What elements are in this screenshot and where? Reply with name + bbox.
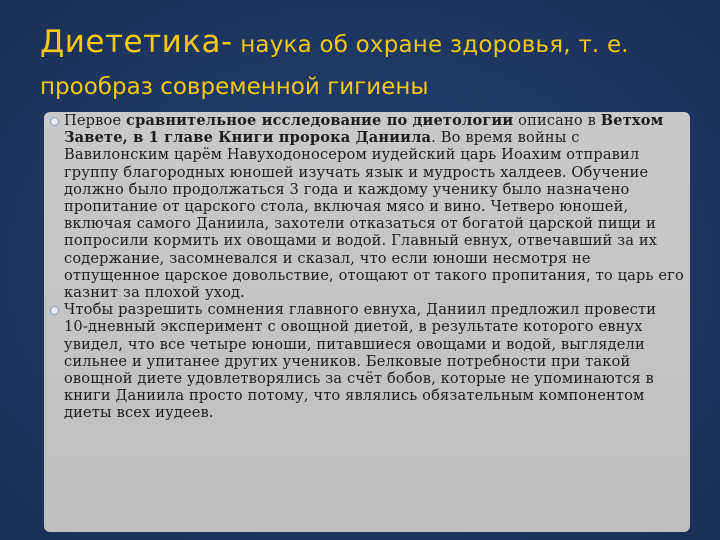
bullet-list [44, 112, 690, 422]
bullet-1-bold-a: сравнительное исследование по диетологии [126, 112, 514, 129]
title-term: Диететика- [40, 24, 233, 60]
bullet-2-text: Чтобы разрешить сомнения главного евнуха, Даниил предложил провести 10-дневный эксперимент с овощной диетой, в результате которого евнух увидел, что все четыре юноши, питавшиеся овощами и водой, выглядели сильнее и упитанее других учеников. Белковые потребности при такой овощной диете удовлетворялись за счёт бобов, которые не упоминаются в книги Даниила просто потому, что являлись обязательным компонентом диеты всех иудеев. [64, 301, 657, 422]
bullet-1-text-b: описано в [513, 112, 601, 129]
bullet-item-2 [64, 301, 684, 421]
content-box [44, 112, 690, 532]
bullet-1-bold-b: Ветхом Завете, в 1 главе Книги пророка Даниила [64, 112, 664, 147]
slide-title [40, 22, 700, 107]
title-definition: наука об охране здоровья, т. е. [232, 32, 629, 58]
title-definition-line2: прообраз современной гигиены [40, 74, 429, 100]
bullet-1-text-c: . Во время войны с Вавилонским царём Навуходоносером иудейский царь Иоахим отправил группу благородных юношей изучать язык и мудрость халдеев. Обучение должно было продолжаться 3 года и каждому ученику было назначено пропитание от царского стола, включая мясо и вино. Четверо юношей, включая самого Даниила, захотели отказаться от богатой царской пищи и попросили кормить их овощами и водой. Главный евнух, отвечавший за их содержание, засомневался и сказал, что если юноши несмотря не отпущенное царское довольствие, отощают от такого пропитания, то царь его казнит за плохой уход. [64, 129, 684, 302]
bullet-item-1 [64, 112, 684, 301]
bullet-1-text-a: Первое [64, 112, 127, 129]
